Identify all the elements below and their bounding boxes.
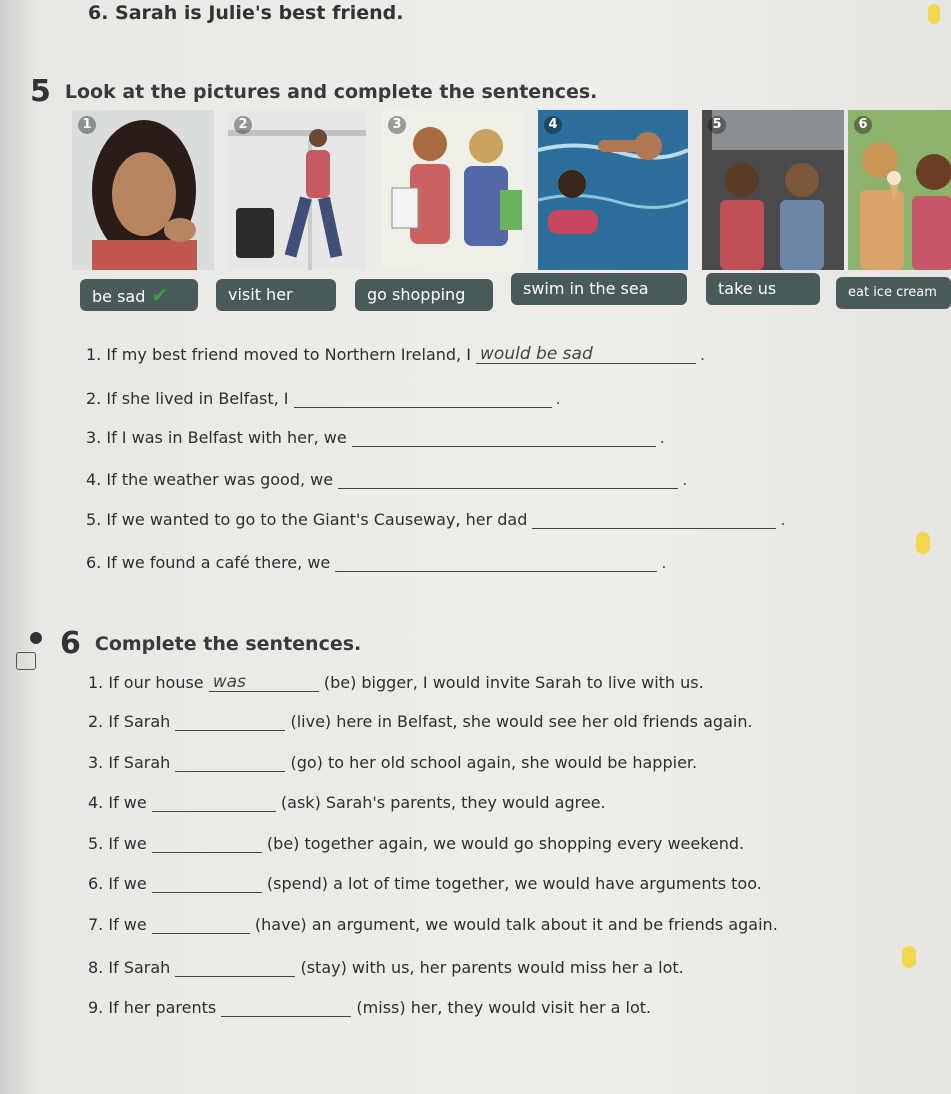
phrase-label: take us: [718, 279, 777, 298]
answer-blank[interactable]: [152, 915, 250, 934]
phrase-chip-be-sad: [80, 279, 198, 311]
phrase-chip-swim-in-the-sea: [511, 273, 687, 305]
exercise-5-number: 5: [30, 74, 51, 109]
ex5-sentence-6: 6. If we found a café there, we .: [86, 553, 667, 572]
phrase-chip-go-shopping: [355, 279, 493, 311]
answer-blank[interactable]: [532, 510, 776, 529]
ex6-sentence-5: 5. If we (be) together again, we would go shopping every weekend.: [88, 834, 745, 853]
answer-blank[interactable]: would be sad: [476, 345, 696, 364]
phrase-label: be sad: [92, 287, 146, 306]
answer-blank[interactable]: [338, 470, 678, 489]
answer-blank[interactable]: [152, 834, 262, 853]
marker-tab-icon: [902, 946, 916, 968]
picture-2: [228, 110, 366, 270]
exercise-5-instruction: Look at the pictures and complete the sentences.: [64, 81, 598, 103]
ex6-sentence-7: 7. If we (have) an argument, we would talk about it and be friends again.: [88, 915, 778, 934]
ex6-sentence-2: 2. If Sarah (live) here in Belfast, she would see her old friends again.: [88, 712, 753, 731]
ex5-sentence-1: 1. If my best friend moved to Northern Ireland, I would be sad .: [86, 344, 706, 364]
picture-3-number: 3: [388, 116, 406, 134]
answer-blank[interactable]: [294, 389, 552, 408]
picture-4: [538, 110, 688, 270]
checkmark-icon: ✔: [151, 283, 169, 307]
ex5-sentence-4: 4. If the weather was good, we .: [86, 470, 688, 489]
phrase-label: visit her: [228, 285, 293, 304]
picture-5-number: 5: [708, 116, 726, 134]
ex6-sentence-4: 4. If we (ask) Sarah's parents, they would agree.: [88, 793, 606, 812]
exercise-6-heading: [60, 626, 361, 661]
picture-5: [702, 110, 844, 270]
ex6-sentence-8: 8. If Sarah (stay) with us, her parents would miss her a lot.: [88, 958, 684, 977]
phrase-chip-visit-her: [216, 279, 336, 311]
picture-1: [72, 110, 214, 270]
exercise-6-number: 6: [60, 626, 81, 661]
phrase-chip-take-us: [706, 273, 820, 305]
answer-blank[interactable]: [335, 553, 657, 572]
picture-2-number: 2: [234, 116, 252, 134]
phrase-label: eat ice cream: [848, 285, 937, 300]
ex6-sentence-1: 1. If our house was (be) bigger, I would invite Sarah to live with us.: [88, 672, 704, 692]
phrase-label: go shopping: [367, 285, 466, 304]
marker-tab-icon: [916, 532, 930, 554]
ex6-sentence-6: 6. If we (spend) a lot of time together, we would have arguments too.: [88, 874, 762, 893]
marker-tab-icon: [928, 4, 940, 24]
picture-4-number: 4: [544, 116, 562, 134]
answer-blank[interactable]: [175, 712, 285, 731]
answer-blank[interactable]: [152, 874, 262, 893]
ex5-sentence-3: 3. If I was in Belfast with her, we .: [86, 428, 665, 447]
answer-blank[interactable]: [352, 428, 656, 447]
phrase-chip-eat-ice-cream: [836, 277, 951, 309]
exercise-6-instruction: Complete the sentences.: [94, 633, 362, 655]
picture-3: [382, 110, 524, 270]
ebook-icon: [16, 652, 36, 670]
picture-6-number: 6: [854, 116, 872, 134]
phrase-label: swim in the sea: [523, 279, 649, 298]
answer-blank[interactable]: [175, 753, 285, 772]
ex6-sentence-9: 9. If her parents (miss) her, they would visit her a lot.: [88, 998, 652, 1017]
ex5-sentence-5: 5. If we wanted to go to the Giant's Causeway, her dad .: [86, 510, 786, 529]
ex6-sentence-3: 3. If Sarah (go) to her old school again, she would be happier.: [88, 753, 698, 772]
answer-blank[interactable]: [221, 998, 351, 1017]
answer-blank[interactable]: [152, 793, 276, 812]
bullet-dot-icon: [30, 632, 42, 644]
ex5-sentence-2: 2. If she lived in Belfast, I .: [86, 389, 561, 408]
answer-blank[interactable]: was: [209, 673, 319, 692]
picture-6: [848, 110, 951, 270]
answer-blank[interactable]: [175, 958, 295, 977]
previous-item-line: 6. Sarah is Julie's best friend.: [88, 2, 404, 24]
exercise-5-heading: [30, 74, 597, 109]
picture-1-number: 1: [78, 116, 96, 134]
